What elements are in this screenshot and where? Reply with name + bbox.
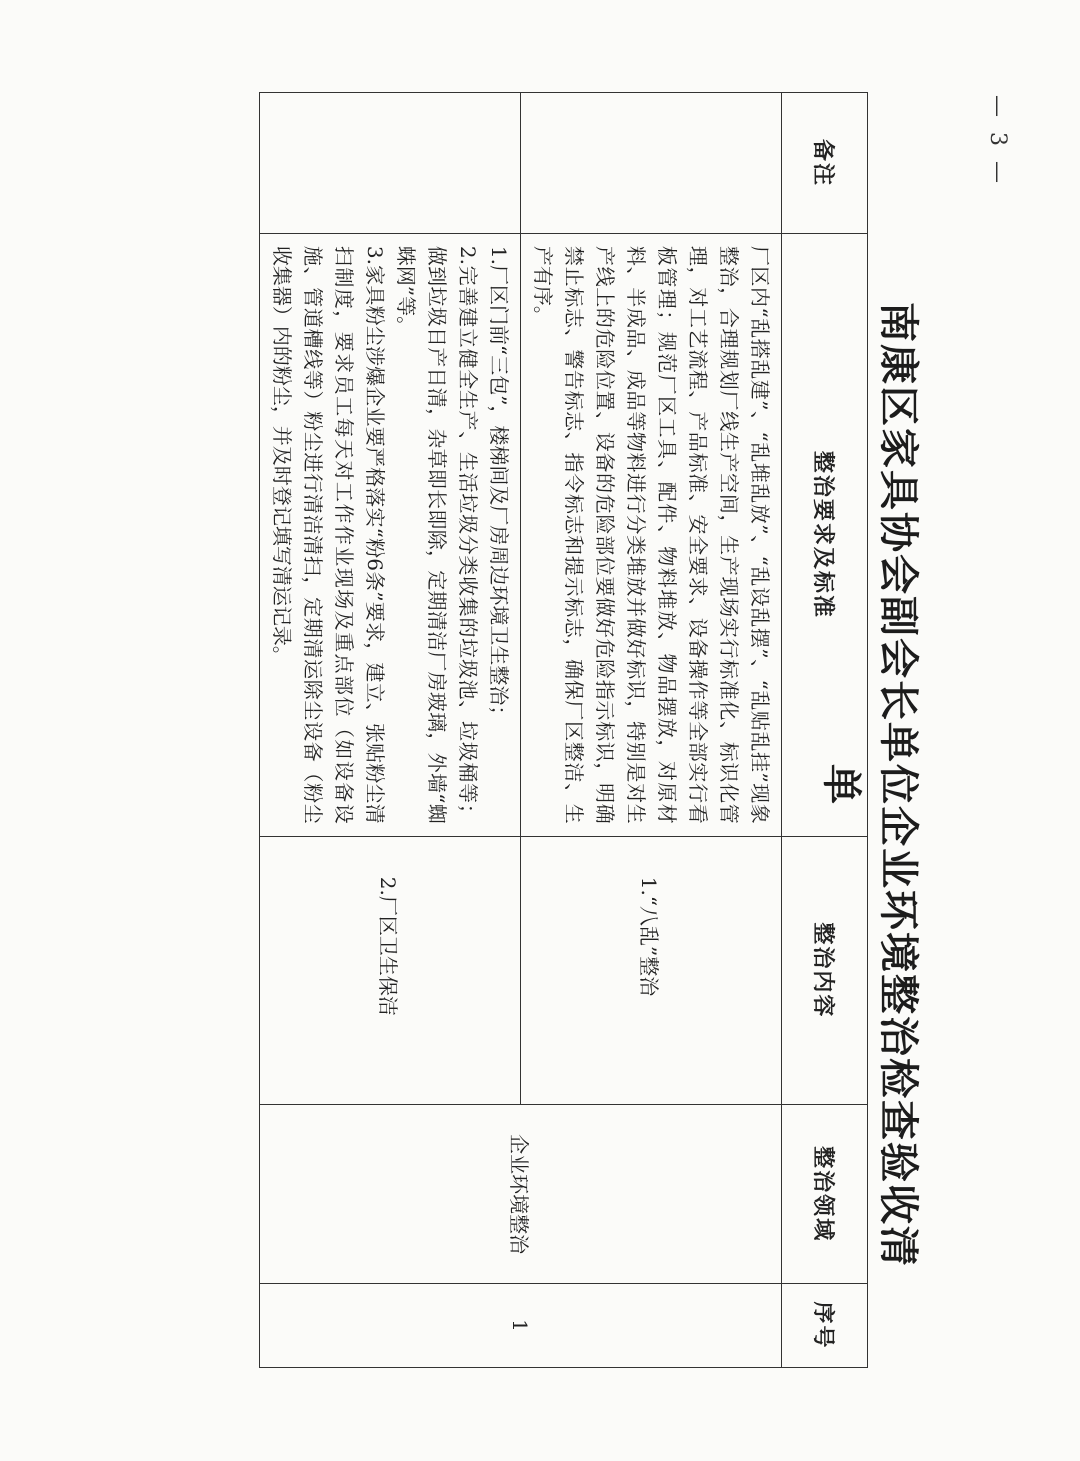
requirement-text: 2.完善建立健全生产、生活垃圾分类收集的垃圾池、垃圾桶等；做到垃圾日产日清，杂草即长即除，定期清洁厂房玻璃，外墙“蜘蛛网”等。 (394, 245, 480, 824)
table-header-row (782, 93, 868, 1368)
inspection-table (259, 92, 868, 1368)
page-number: — 3 — (985, 95, 1010, 187)
note-cell (260, 93, 521, 234)
requirement-text: 厂区内“乱搭乱建”、“乱堆乱放”、“乱设乱摆”、“乱贴乱挂”现象整治，合理规划厂线生产空间，生产现场实行标准化、标识化管理，对工艺流程、产品标准、安全要求、设备操作等全部实行看板管理；规范厂区工具、配件、物料堆放、物品摆放，对原材料、半成品、成品等物料进行分类堆放并做好标识，特别是对生产线上的危险位置、设备的危险部位要做好危险指示标识，明确禁止标志、警告标志、指令标志和提示标志，确保厂区整洁、生产有序。 (531, 245, 772, 824)
requirement-text: 1.厂区门前“三包”，楼梯间及厂房周边环境卫生整治； (487, 245, 511, 726)
header-area: 整治领域 (782, 1105, 868, 1284)
table-row (521, 93, 782, 1368)
area-cell: 企业环境整治 (260, 1105, 782, 1284)
header-note: 备注 (782, 93, 868, 234)
header-seq: 序号 (782, 1284, 868, 1368)
requirements-cell (521, 233, 782, 836)
requirements-cell (260, 233, 521, 836)
requirement-text: 3.家具粉尘涉爆企业要严格落实“粉6条”要求，建立、张贴粉尘清扫制度，要求员工每天对工作作业现场及重点部位（如设备设施、管道槽线等）粉尘进行清洁清扫，定期清运除尘设备（粉尘收集器）内的粉尘，并及时登记填写清运记录。 (270, 245, 387, 824)
content-cell: 2.厂区卫生保洁 (260, 836, 521, 1104)
seq-cell: 1 (260, 1284, 782, 1368)
content-cell: 1.“八乱”整治 (521, 836, 782, 1104)
header-requirements: 整治要求及标准 (782, 233, 868, 836)
header-content: 整治内容 (782, 836, 868, 1104)
document-title: 南康区家具协会副会长单位企业环境整治检查验收清单 (818, 302, 921, 1268)
note-cell (521, 93, 782, 234)
